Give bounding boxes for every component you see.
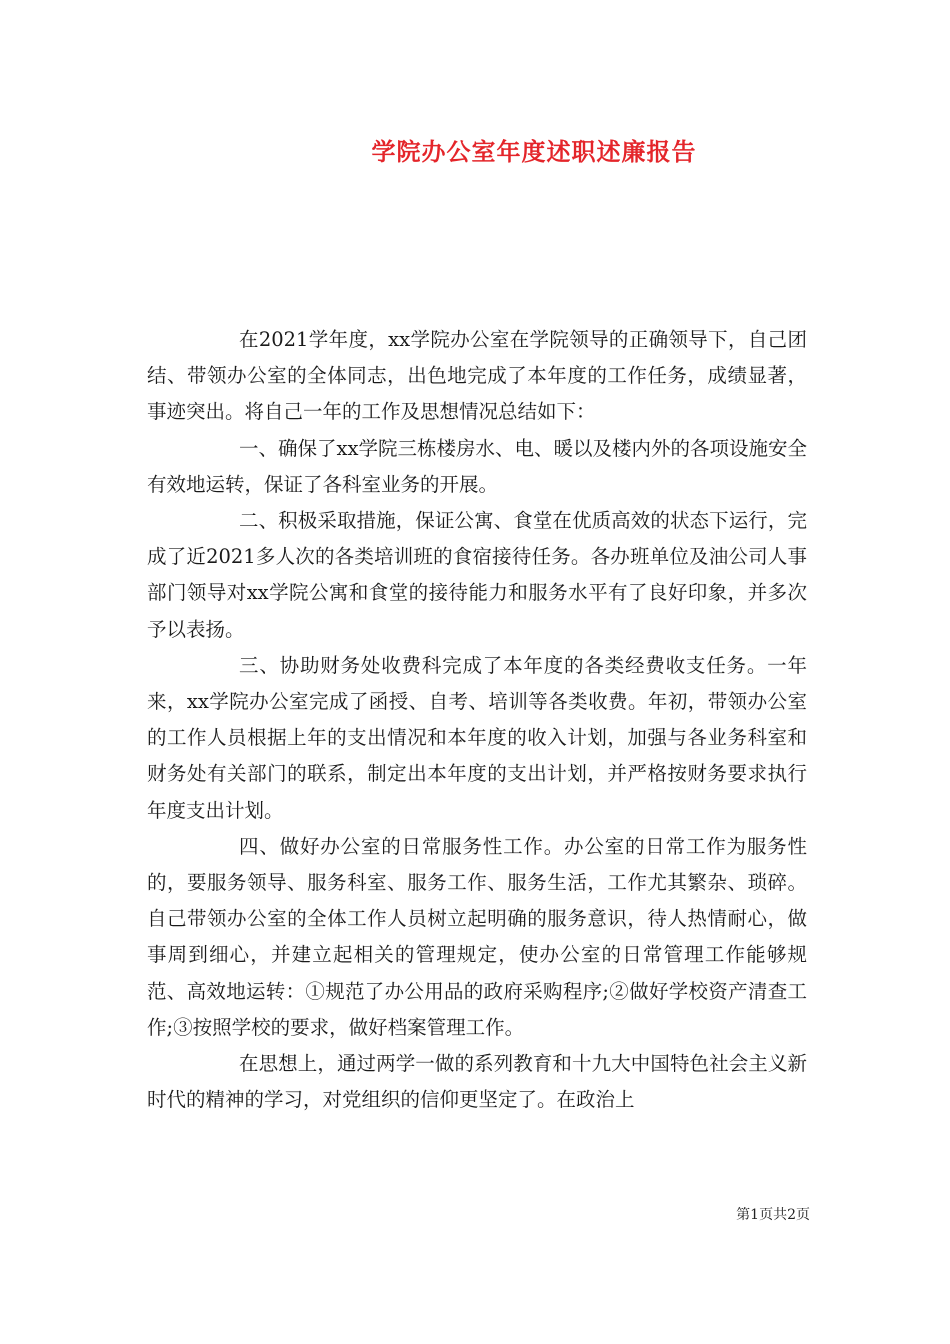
page-number-footer: 第1页共2页 [736, 1207, 810, 1223]
document-title: 学院办公室年度述职述廉报告 [371, 137, 697, 166]
paragraph-item-1: 一、确保了xx学院三栋楼房水、电、暖以及楼内外的各项设施安全有效地运转，保证了各科室业务的开展。 [147, 436, 807, 496]
paragraph-item-4: 四、做好办公室的日常服务性工作。办公室的日常工作为服务性的，要服务领导、服务科室、服务工作、服务生活，工作尤其繁杂、琐碎。自己带领办公室的全体工作人员树立起明确的服务意识，待人热情耐心，做事周到细心，并建立起相关的管理规定，使办公室的日常管理工作能够规范、高效地运转：①规范了办公用品的政府采购程序;②做好学校资产清查工作;③按照学校的要求，做好档案管理工作。 [147, 834, 807, 1039]
paragraph-ideology: 在思想上，通过两学一做的系列教育和十九大中国特色社会主义新时代的精神的学习，对党组织的信仰更坚定了。在政治上 [147, 1052, 807, 1112]
paragraph-intro: 在2021学年度，xx学院办公室在学院领导的正确领导下，自己团结、带领办公室的全体同志，出色地完成了本年度的工作任务，成绩显著，事迹突出。将自己一年的工作及思想情况总结如下： [147, 328, 807, 424]
paragraph-item-2: 二、积极采取措施，保证公寓、食堂在优质高效的状态下运行，完成了近2021多人次的各类培训班的食宿接待任务。各办班单位及油公司人事部门领导对xx学院公寓和食堂的接待能力和服务水平有了良好印象，并多次予以表扬。 [147, 509, 807, 641]
document-body [147, 322, 807, 1118]
paragraph-item-3: 三、协助财务处收费科完成了本年度的各类经费收支任务。一年来，xx学院办公室完成了函授、自考、培训等各类收费。年初，带领办公室的工作人员根据上年的支出情况和本年度的收入计划，加强与各业务科室和财务处有关部门的联系，制定出本年度的支出计划，并严格按财务要求执行年度支出计划。 [147, 653, 807, 822]
